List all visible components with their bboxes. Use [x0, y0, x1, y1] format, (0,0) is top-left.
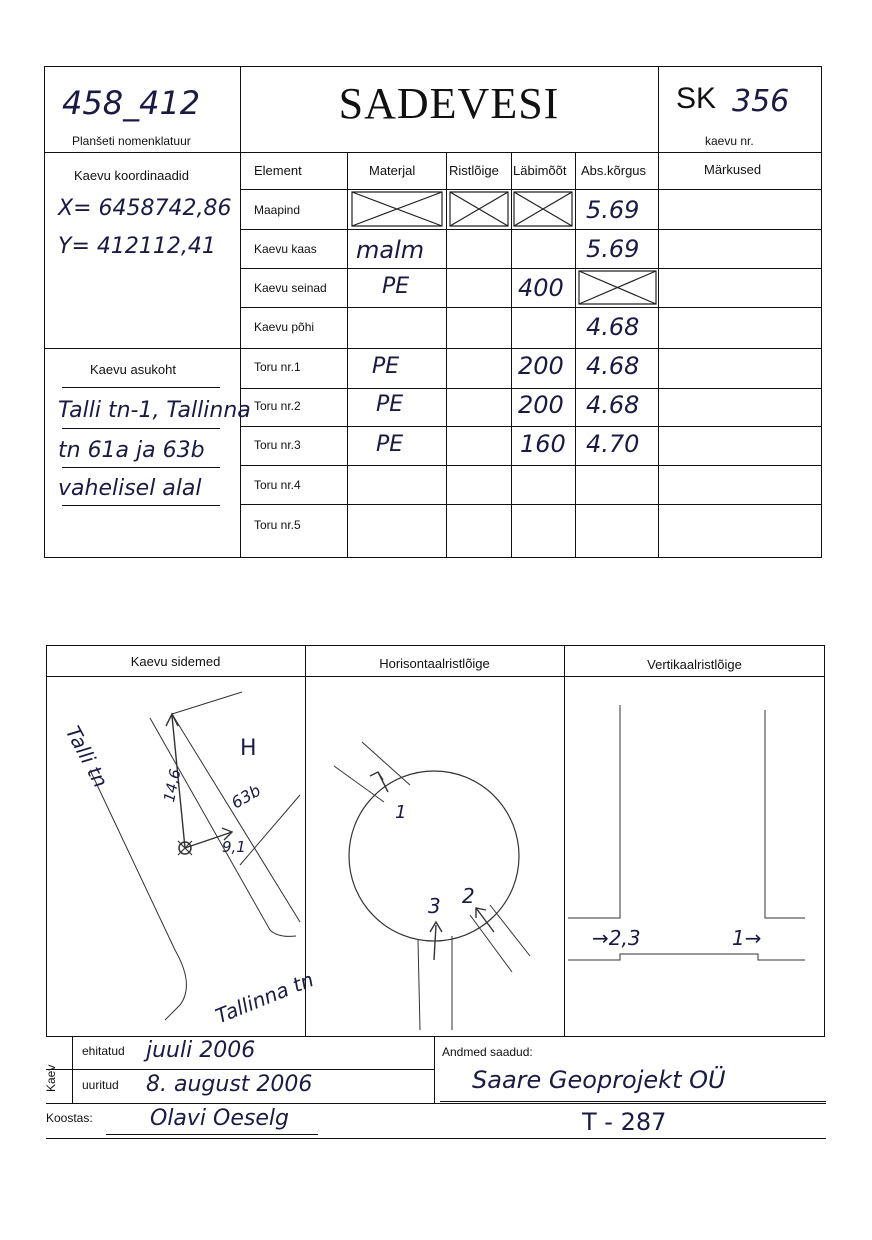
sketch-table: [46, 645, 825, 1037]
built-value: juuli 2006: [146, 1038, 256, 1063]
row-element: Toru nr.3: [254, 438, 301, 452]
pipe-label-1: 1: [395, 802, 407, 823]
cell-height: 5.69: [586, 196, 640, 224]
grid-line: [564, 645, 565, 1037]
pipe-label-3: 3: [428, 894, 441, 918]
grid-line: [434, 1037, 435, 1103]
header-cross-section: Ristlõige: [449, 163, 499, 178]
well-label: kaevu nr.: [705, 134, 754, 148]
cell-material: PE: [376, 432, 404, 457]
grid-line: [575, 152, 576, 558]
grid-line: [240, 268, 822, 269]
cell-material: PE: [376, 392, 404, 417]
row-element: Toru nr.4: [254, 478, 301, 492]
grid-line: [240, 66, 241, 558]
grid-line: [240, 388, 822, 389]
cell-height: 4.70: [586, 430, 640, 458]
cell-diameter: 200: [518, 391, 564, 419]
underline: [62, 467, 220, 468]
distance-2: 9,1: [222, 838, 246, 856]
grid-line: [44, 348, 822, 349]
coordinate-x: X= 6458742,86: [58, 196, 232, 221]
row-element: Maapind: [254, 203, 301, 217]
data-source-label: Andmed saadud:: [442, 1045, 533, 1059]
page-title: SADEVESI: [338, 79, 560, 128]
grid-line: [240, 229, 822, 230]
grid-line: [46, 1069, 434, 1070]
header-remarks: Märkused: [704, 162, 762, 177]
underline: [62, 505, 220, 506]
header-element: Element: [254, 163, 302, 178]
grid-line: [446, 152, 447, 558]
well-prefix: SK: [676, 82, 717, 115]
row-element: Toru nr.1: [254, 360, 301, 374]
grid-line: [240, 189, 822, 190]
row-element: Kaevu seinad: [254, 281, 327, 295]
underline: [440, 1101, 826, 1102]
header-abs-height: Abs.kõrgus: [581, 163, 647, 178]
grid-line: [46, 676, 825, 677]
built-label: ehitatud: [82, 1044, 125, 1058]
underline: [106, 1134, 318, 1135]
cell-material: malm: [356, 236, 425, 264]
grid-line: [511, 152, 512, 558]
header-material: Materjal: [369, 163, 416, 178]
cell-diameter: 200: [518, 352, 564, 380]
pipe-label-2: 2: [462, 884, 475, 908]
grid-line: [72, 1037, 73, 1103]
location-line-1: Talli tn-1, Tallinna: [58, 398, 251, 423]
grid-line: [46, 1138, 826, 1139]
location-line-2: tn 61a ja 63b: [58, 438, 205, 463]
row-element: Kaevu kaas: [254, 242, 317, 256]
distance-1: 14,6: [160, 767, 185, 804]
author-label: Koostas:: [46, 1111, 93, 1125]
grid-line: [46, 1103, 826, 1104]
cell-diameter: 160: [520, 430, 566, 458]
grid-line: [240, 504, 822, 505]
cell-material: PE: [372, 354, 400, 379]
cell-diameter: 400: [518, 274, 564, 302]
data-source-value: Saare Geoprojekt OÜ: [472, 1066, 726, 1094]
underline: [62, 387, 220, 388]
coordinate-y: Y= 412112,41: [58, 234, 216, 259]
surveyed-value: 8. august 2006: [146, 1072, 313, 1097]
nomenclature-label: Planšeti nomenklatuur: [72, 134, 191, 148]
well-number: 356: [732, 84, 790, 119]
cell-material: PE: [382, 274, 410, 299]
grid-line: [44, 152, 822, 153]
vertical-outflow: 1→: [732, 926, 762, 950]
grid-line: [240, 307, 822, 308]
grid-line: [240, 465, 822, 466]
street-label-talli: Talli tn: [60, 722, 113, 792]
row-element: Kaevu põhi: [254, 320, 315, 334]
cell-height: 4.68: [586, 391, 640, 419]
house-number: 63b: [228, 780, 264, 813]
grid-line: [658, 66, 659, 558]
street-label-tallinna: Tallinna tn: [212, 967, 317, 1029]
vertical-inflow: →2,3: [592, 926, 641, 950]
cell-height: 4.68: [586, 352, 640, 380]
sketch-title-vertical: Vertikaalristlõige: [647, 657, 742, 672]
row-element: Toru nr.2: [254, 399, 301, 413]
coordinates-label: Kaevu koordinaadid: [74, 168, 189, 183]
nomenclature-value: 458_412: [62, 84, 201, 122]
grid-line: [347, 152, 348, 558]
surveyed-label: uuritud: [82, 1078, 119, 1092]
document-code: T - 287: [582, 1108, 667, 1136]
header-diameter: Läbimõõt: [513, 163, 567, 178]
house-letter: H: [240, 736, 257, 761]
location-line-3: vahelisel alal: [58, 476, 202, 501]
grid-line: [240, 426, 822, 427]
underline: [62, 428, 220, 429]
row-element: Toru nr.5: [254, 518, 301, 532]
side-label: Kaev: [44, 1064, 58, 1092]
author-value: Olavi Oeselg: [150, 1106, 289, 1131]
cell-height: 5.69: [586, 235, 640, 263]
sketch-title-ties: Kaevu sidemed: [130, 654, 221, 669]
location-label: Kaevu asukoht: [90, 362, 177, 377]
sketch-title-horizontal: Horisontaalristlõige: [379, 656, 490, 671]
cell-height: 4.68: [586, 313, 640, 341]
